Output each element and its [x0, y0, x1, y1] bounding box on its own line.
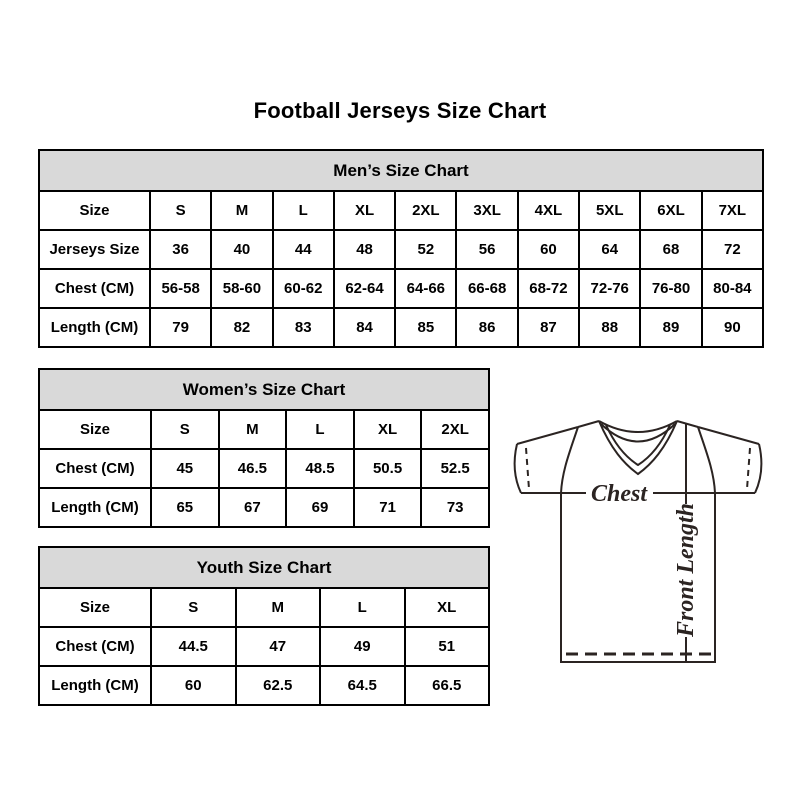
table-cell: 56: [456, 230, 517, 269]
jersey-right-sleeve: [698, 427, 761, 493]
table-cell: 89: [640, 308, 701, 347]
row-label-cell: Chest (CM): [39, 269, 150, 308]
table-cell: 36: [150, 230, 211, 269]
table-cell: 50.5: [354, 449, 422, 488]
table-cell: 44: [273, 230, 334, 269]
table-cell: L: [320, 588, 405, 627]
jersey-left-sleeve: [515, 427, 578, 493]
table-cell: 48: [334, 230, 395, 269]
table-cell: 79: [150, 308, 211, 347]
table-title: Men’s Size Chart: [39, 150, 763, 191]
table-cell: 72-76: [579, 269, 640, 308]
table-header-row: [39, 150, 763, 191]
jersey-left-armhole: [561, 427, 578, 493]
table-cell: M: [211, 191, 272, 230]
table-cell: 60-62: [273, 269, 334, 308]
table-cell: 62.5: [236, 666, 321, 705]
womens-size-table: [38, 368, 490, 528]
jersey-right-armhole: [698, 427, 715, 493]
table-cell: 68-72: [518, 269, 579, 308]
table-title: Women’s Size Chart: [39, 369, 489, 410]
table-cell: 44.5: [151, 627, 236, 666]
table-header-row: [39, 369, 489, 410]
table-cell: 60: [151, 666, 236, 705]
table-row: [39, 269, 763, 308]
table-cell: 73: [421, 488, 489, 527]
table-cell: 65: [151, 488, 219, 527]
row-label-cell: Length (CM): [39, 488, 151, 527]
jersey-collar-back-arcs: [599, 421, 677, 442]
table-cell: 67: [219, 488, 287, 527]
table-cell: 71: [354, 488, 422, 527]
table-cell: 7XL: [702, 191, 763, 230]
table-cell: 49: [320, 627, 405, 666]
page-title: Football Jerseys Size Chart: [253, 98, 547, 123]
youth-size-table: [38, 546, 490, 706]
table-cell: 87: [518, 308, 579, 347]
table-row: [39, 191, 763, 230]
table-cell: 45: [151, 449, 219, 488]
table-cell: 85: [395, 308, 456, 347]
table-cell: 66-68: [456, 269, 517, 308]
table-cell: 64.5: [320, 666, 405, 705]
table-cell: 84: [334, 308, 395, 347]
table-row: [39, 666, 489, 705]
jersey-diagram-icon: [495, 398, 780, 683]
table-cell: 2XL: [421, 410, 489, 449]
table-cell: XL: [334, 191, 395, 230]
table-cell: 90: [702, 308, 763, 347]
table-cell: M: [236, 588, 321, 627]
row-label-cell: Jerseys Size: [39, 230, 150, 269]
table-cell: L: [273, 191, 334, 230]
table-cell: S: [151, 410, 219, 449]
table-cell: S: [151, 588, 236, 627]
row-label-cell: Length (CM): [39, 308, 150, 347]
row-label-cell: Size: [39, 588, 151, 627]
table-cell: 46.5: [219, 449, 287, 488]
table-cell: 4XL: [518, 191, 579, 230]
table-row: [39, 488, 489, 527]
table-cell: 51: [405, 627, 490, 666]
table-row: [39, 449, 489, 488]
table-cell: 48.5: [286, 449, 354, 488]
table-cell: XL: [405, 588, 490, 627]
table-cell: 83: [273, 308, 334, 347]
table-cell: 86: [456, 308, 517, 347]
table-cell: 69: [286, 488, 354, 527]
table-cell: 72: [702, 230, 763, 269]
jersey-measurement-diagram: [495, 398, 780, 683]
row-label-cell: Size: [39, 191, 150, 230]
table-cell: 60: [518, 230, 579, 269]
table-row: [39, 627, 489, 666]
table-header-row: [39, 547, 489, 588]
chest-measure-label: Chest: [590, 481, 648, 507]
table-cell: 68: [640, 230, 701, 269]
table-cell: M: [219, 410, 287, 449]
table-cell: L: [286, 410, 354, 449]
front-length-measure-label: Front Length: [673, 502, 699, 638]
mens-size-table: [38, 149, 764, 348]
row-label-cell: Chest (CM): [39, 449, 151, 488]
table-cell: 40: [211, 230, 272, 269]
table-row: [39, 230, 763, 269]
table-cell: S: [150, 191, 211, 230]
table-cell: 52.5: [421, 449, 489, 488]
row-label-cell: Size: [39, 410, 151, 449]
table-row: [39, 410, 489, 449]
table-cell: 47: [236, 627, 321, 666]
table-cell: 66.5: [405, 666, 490, 705]
table-cell: 5XL: [579, 191, 640, 230]
jersey-shoulder-lines: [578, 421, 698, 427]
table-cell: 3XL: [456, 191, 517, 230]
table-cell: XL: [354, 410, 422, 449]
table-cell: 64: [579, 230, 640, 269]
right-cuff-stitch-line: [747, 448, 750, 489]
row-label-cell: Length (CM): [39, 666, 151, 705]
table-cell: 64-66: [395, 269, 456, 308]
table-title: Youth Size Chart: [39, 547, 489, 588]
table-cell: 82: [211, 308, 272, 347]
table-cell: 58-60: [211, 269, 272, 308]
table-cell: 52: [395, 230, 456, 269]
table-row: [39, 588, 489, 627]
table-cell: 6XL: [640, 191, 701, 230]
left-cuff-stitch-line: [526, 448, 529, 489]
table-cell: 76-80: [640, 269, 701, 308]
table-cell: 80-84: [702, 269, 763, 308]
table-cell: 2XL: [395, 191, 456, 230]
row-label-cell: Chest (CM): [39, 627, 151, 666]
table-cell: 62-64: [334, 269, 395, 308]
table-cell: 56-58: [150, 269, 211, 308]
table-row: [39, 308, 763, 347]
table-cell: 88: [579, 308, 640, 347]
